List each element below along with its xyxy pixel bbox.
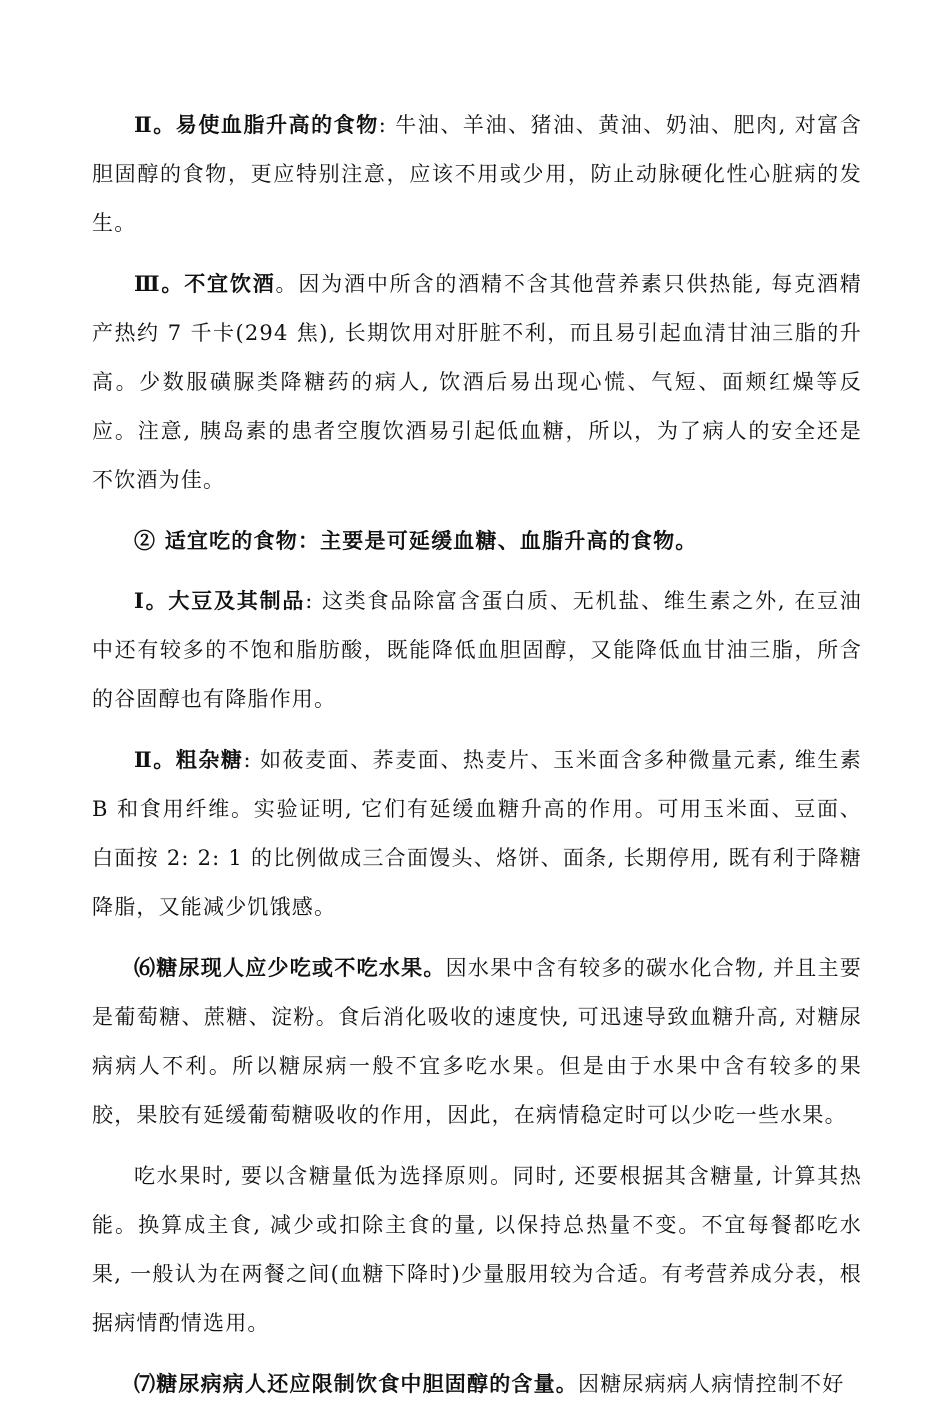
paragraph-text: : 如莜麦面、荞麦面、热麦片、玉米面含多种微量元素, 维生素 B 和食用纤维。实验证明, 它们有延缓血糖升高的作用。可用玉米面、豆面、白面按 2: 2: 1 的比例做成三合面馒头、烙饼、面条, 长期停用, 既有利于降糖降脂，又能减少饥饿感。 (92, 748, 862, 919)
paragraph-text: 吃水果时, 要以含糖量低为选择原则。同时, 还要根据其含糖量, 计算其热能。换算成主食, 减少或扣除主食的量, 以保持总热量不变。不宜每餐都吃水果, 一般认为在两餐之间(血糖下降时)少量服用较为合适。有考营养成分表，根据病情酌情选用。 (92, 1164, 862, 1335)
paragraph-soy-products (92, 576, 862, 724)
paragraph-text: : 牛油、羊油、猪油、黄油、奶油、肥肉, 对富含胆固醇的食物，更应特别注意，应该不用或少用，防止动脉硬化性心脏病的发生。 (92, 113, 862, 235)
paragraph-coarse-grains (92, 735, 862, 932)
paragraph-fruit-limit (92, 943, 862, 1140)
paragraph-lead: Ⅱ。易使血脂升高的食物 (134, 112, 379, 137)
paragraph-no-alcohol (92, 259, 862, 505)
paragraph-lead: Ⅲ。不宜饮酒 (134, 271, 276, 296)
paragraph-fruit-selection (92, 1151, 862, 1348)
document-page (92, 100, 862, 1420)
paragraph-cholesterol-limit (92, 1359, 862, 1409)
paragraph-lead: Ⅱ。粗杂糖 (134, 747, 244, 772)
paragraph-text: 因糖尿病病人病情控制不好 (578, 1372, 845, 1396)
paragraph-lead: Ⅰ。大豆及其制品 (134, 588, 306, 613)
section-heading-suitable-foods: ② 适宜吃的食物：主要是可延缓血糖、血脂升高的食物。 (134, 528, 698, 553)
paragraph-text: 。因为酒中所含的酒精不含其他营养素只供热能, 每克酒精产热约 7 千卡(294 焦), 长期饮用对肝脏不利，而且易引起血清甘油三脂的升高。少数服磺脲类降糖药的病人, 饮酒后易出现心慌、气短、面颊红燥等反应。注意, 胰岛素的患者空腹饮酒易引起低血糖，所以，为了病人的安全还是不饮酒为佳。 (92, 272, 862, 492)
paragraph-lead: ⑹糖尿现人应少吃或不吃水果。 (134, 955, 446, 980)
paragraph-blood-lipid-foods (92, 100, 862, 248)
paragraph-text: 因水果中含有较多的碳水化合物, 并且主要是葡萄糖、蔗糖、淀粉。食后消化吸收的速度快, 可迅速导致血糖升高, 对糖尿病病人不利。所以糖尿病一般不宜多吃水果。但是由于水果中含有较多的果胶，果胶有延缓葡萄糖吸收的作用，因此，在病情稳定时可以少吃一些水果。 (92, 956, 862, 1127)
paragraph-text: : 这类食品除富含蛋白质、无机盐、维生素之外, 在豆油中还有较多的不饱和脂肪酸，既能降低血胆固醇，又能降低血甘油三脂，所含的谷固醇也有降脂作用。 (92, 589, 862, 711)
paragraph-lead: ⑺糖尿病病人还应限制饮食中胆固醇的含量。 (134, 1371, 578, 1396)
